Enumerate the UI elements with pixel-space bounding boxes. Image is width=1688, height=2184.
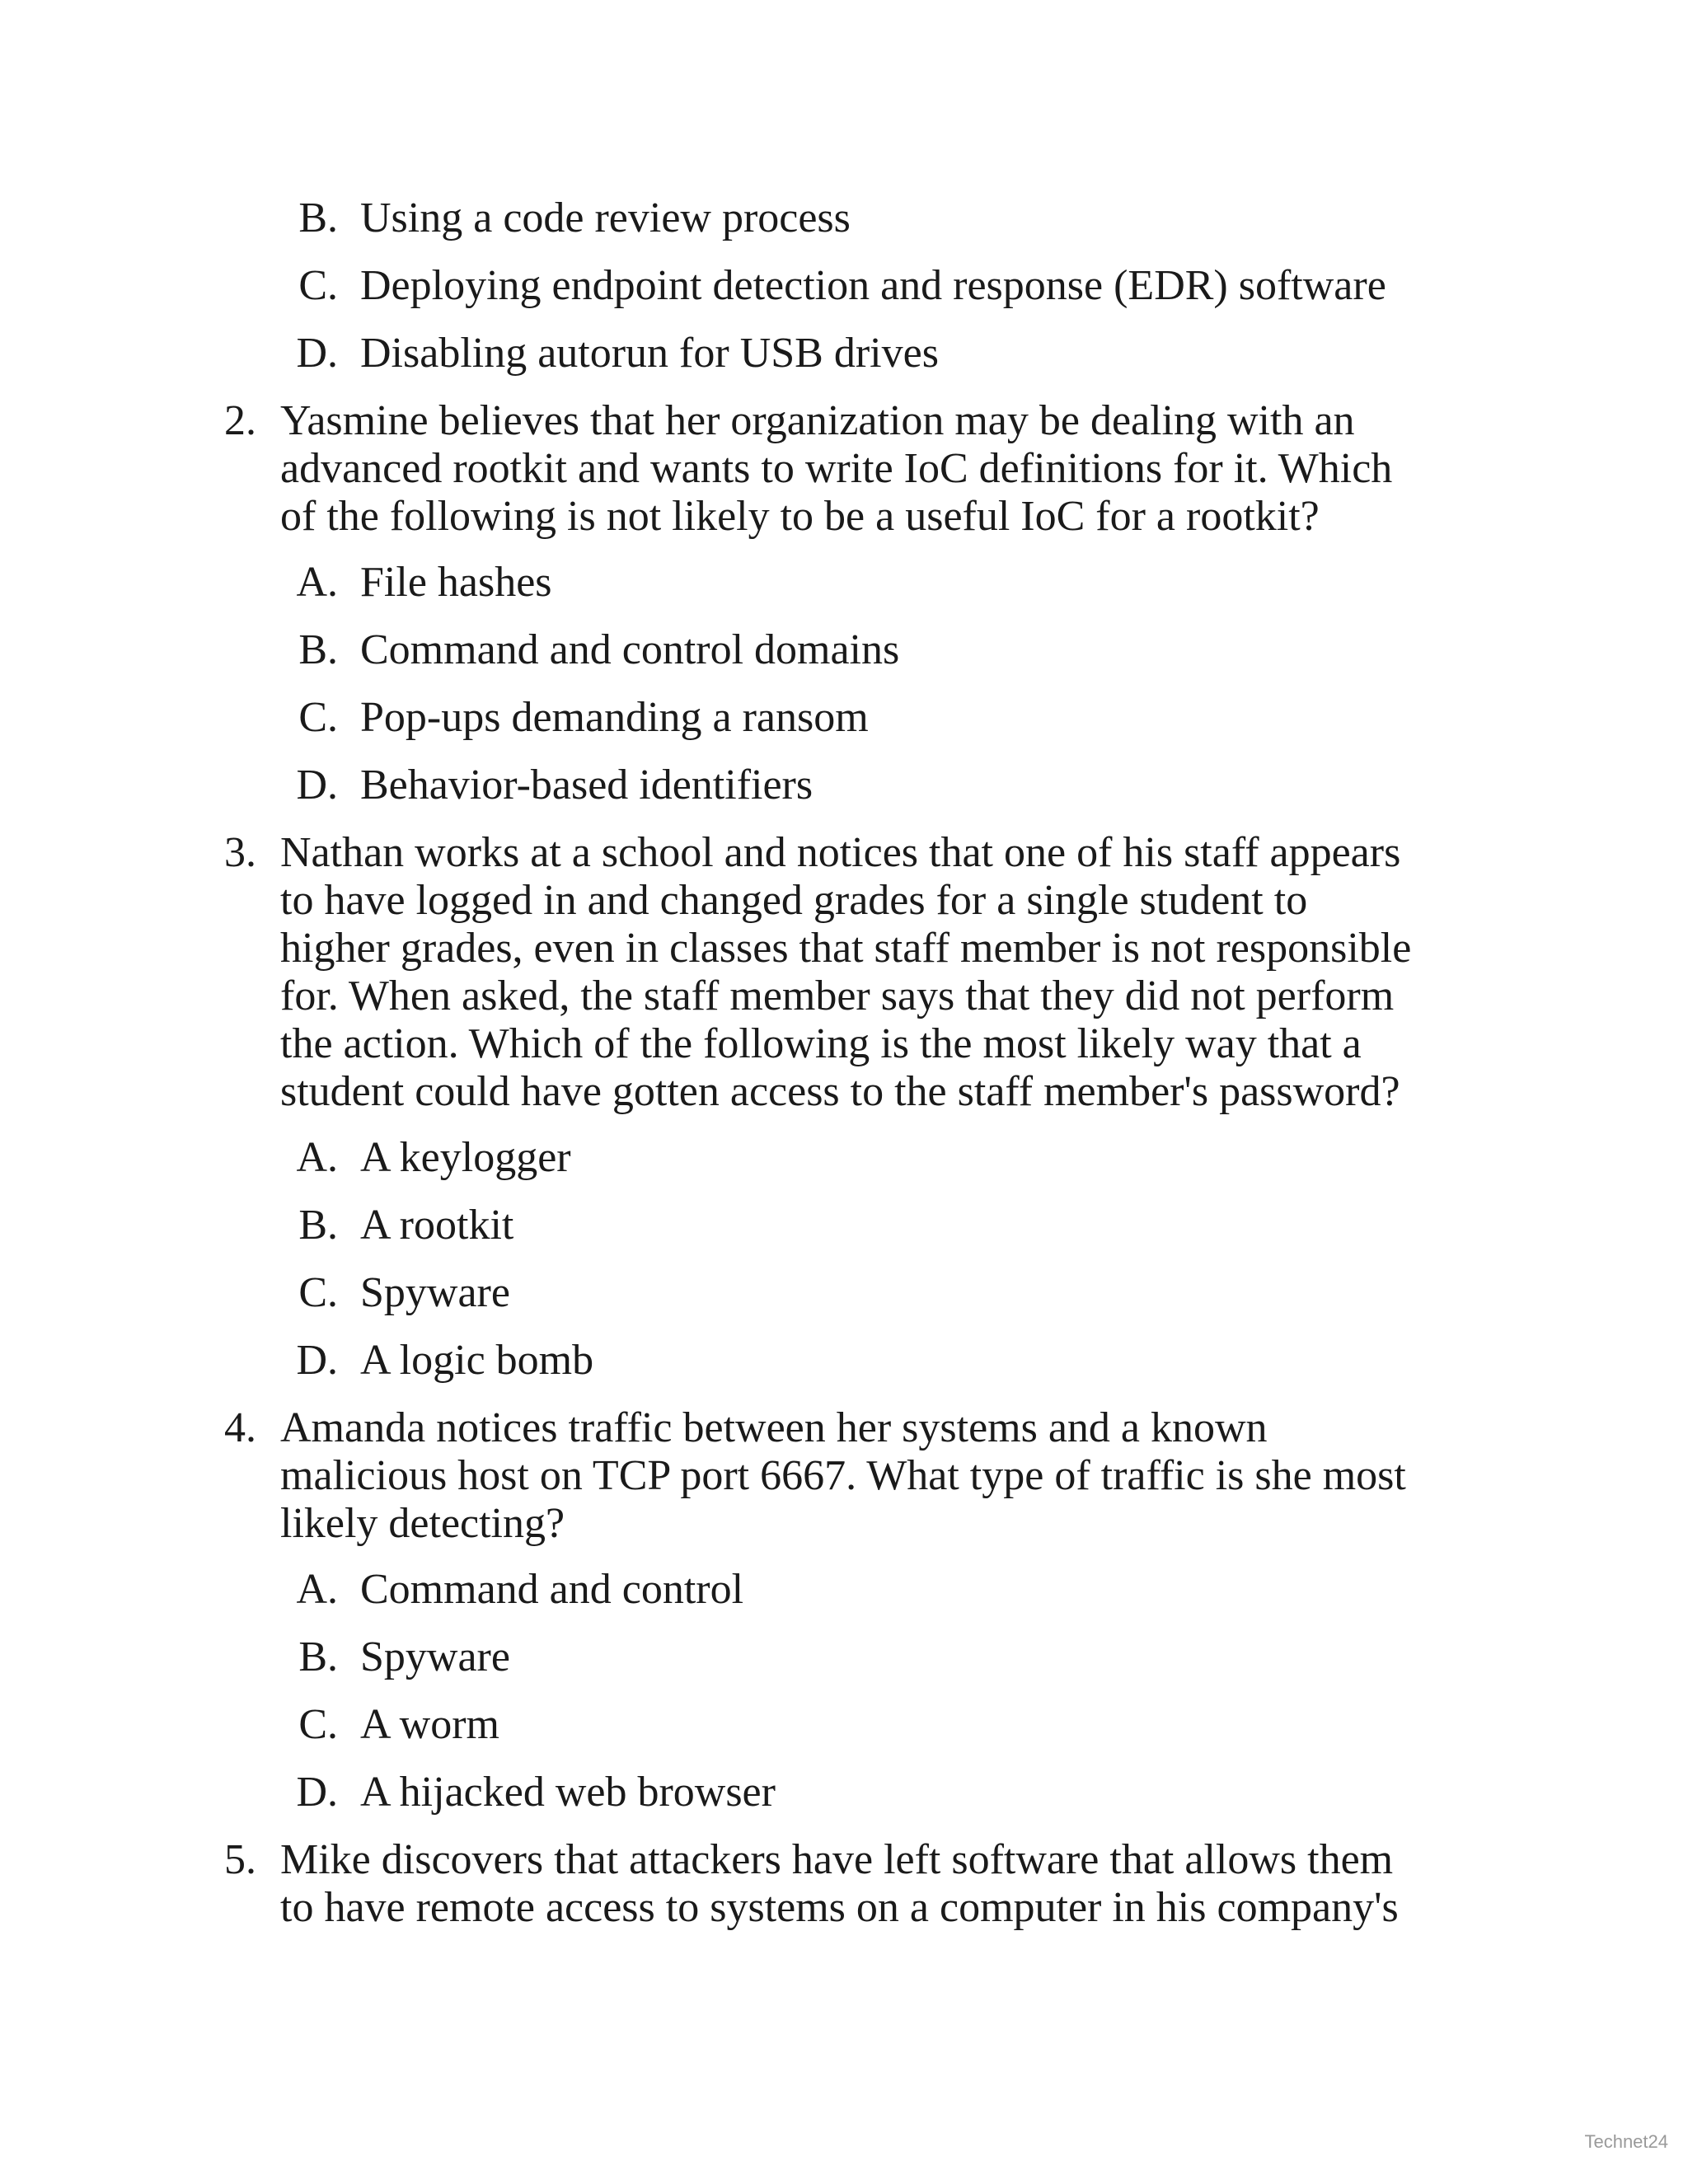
option-letter: C. [298, 1701, 338, 1748]
option-text: Command and control domains [360, 626, 900, 673]
question-line: of the following is not likely to be a useful IoC for a rootkit? [280, 493, 1320, 540]
question-stem [280, 829, 1411, 1116]
option-text: A worm [360, 1701, 499, 1748]
option-letter: B. [298, 626, 338, 673]
option-text: Command and control [360, 1566, 744, 1613]
question-line: the action. Which of the following is the most likely way that a [280, 1020, 1362, 1067]
option-letter: B. [298, 194, 338, 241]
option-letter: D. [296, 1769, 338, 1816]
option-text: Disabling autorun for USB drives [360, 330, 939, 377]
question-line: higher grades, even in classes that staff member is not responsible [280, 925, 1412, 972]
option-letter: A. [296, 559, 338, 606]
option-letter: B. [298, 1633, 338, 1680]
question-line: student could have gotten access to the staff member's password? [280, 1068, 1400, 1115]
question-stem [280, 1404, 1406, 1548]
option-text: Using a code review process [360, 194, 851, 241]
question-number: 5. [224, 1836, 256, 1883]
question-line: Yasmine believes that her organization may be dealing with an [280, 397, 1355, 444]
option-letter: B. [298, 1202, 338, 1249]
option-letter: D. [296, 330, 338, 377]
question-number: 3. [224, 829, 256, 876]
option-text: Pop-ups demanding a ransom [360, 694, 869, 741]
question-stem [280, 1836, 1399, 1932]
option-text: File hashes [360, 559, 552, 606]
watermark: Technet24 [1584, 2131, 1668, 2152]
option-letter: D. [296, 762, 338, 808]
option-letter: A. [296, 1566, 338, 1613]
option-text: Spyware [360, 1269, 510, 1316]
question-stem [280, 397, 1392, 541]
question-line: Nathan works at a school and notices that one of his staff appears [280, 829, 1401, 876]
option-text: A keylogger [360, 1134, 571, 1181]
option-letter: C. [298, 1269, 338, 1316]
option-text: A rootkit [360, 1202, 514, 1249]
option-text: Deploying endpoint detection and response (EDR) software [360, 262, 1386, 309]
option-text: A hijacked web browser [360, 1769, 776, 1816]
question-number: 4. [224, 1404, 256, 1451]
question-line: malicious host on TCP port 6667. What type of traffic is she most [280, 1452, 1406, 1499]
option-letter: C. [298, 694, 338, 741]
question-line: advanced rootkit and wants to write IoC definitions for it. Which [280, 445, 1393, 492]
question-line: to have logged in and changed grades for a single student to [280, 877, 1308, 924]
question-line: for. When asked, the staff member says that they did not perform [280, 972, 1395, 1019]
option-letter: A. [296, 1134, 338, 1181]
option-letter: D. [296, 1337, 338, 1384]
question-line: Mike discovers that attackers have left software that allows them [280, 1836, 1394, 1883]
option-letter: C. [298, 262, 338, 309]
option-text: Spyware [360, 1633, 510, 1680]
question-number: 2. [224, 397, 256, 444]
option-text: Behavior-based identifiers [360, 762, 814, 808]
question-line: Amanda notices traffic between her systems and a known [280, 1404, 1268, 1451]
option-text: A logic bomb [360, 1337, 594, 1384]
question-line: likely detecting? [280, 1500, 565, 1547]
question-line: to have remote access to systems on a computer in his company's [280, 1884, 1399, 1931]
